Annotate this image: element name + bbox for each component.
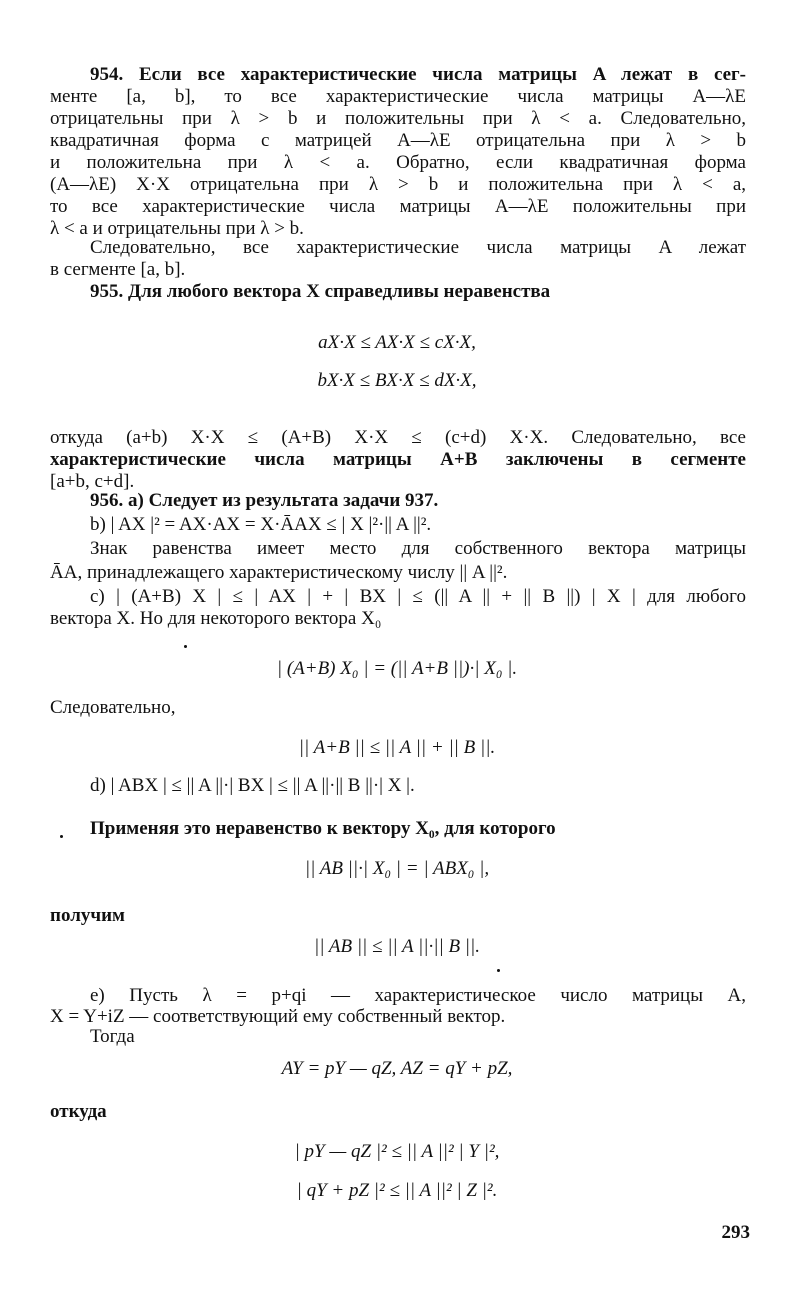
- problem-956-e-whence: откуда: [50, 1101, 107, 1122]
- problem-955-line-2: откуда (a+b) X·X ≤ (A+B) X·X ≤ (c+d) X·X. Следовательно, все: [50, 427, 746, 448]
- problem-956-d-apply: Применяя это неравенство к вектору X₀, для которого: [90, 818, 556, 839]
- problem-956-d: d) | ABX | ≤ || A ||·| BX | ≤ || A ||·|| B ||·| X |.: [90, 775, 415, 796]
- problem-956-e-line-2: X = Y+iZ — соответствующий ему собственный вектор.: [50, 1006, 506, 1027]
- problem-954-line-9: Следовательно, все характеристические числа матрицы A лежат: [90, 237, 746, 258]
- formula-956-c-1: | (A+B) X₀ | = (|| A+B ||)·| X₀ |.: [276, 658, 518, 679]
- formula-956-e-3: | qY + pZ |² ≤ || A ||² | Z |².: [296, 1180, 498, 1201]
- formula-956-e-2: | pY — qZ |² ≤ || A ||² | Y |²,: [294, 1141, 500, 1162]
- problem-956-b-note-2: ĀA, принадлежащего характеристическому числу || A ||².: [50, 562, 508, 583]
- problem-956-c-line-2: вектора X. Но для некоторого вектора X₀: [50, 608, 382, 629]
- formula-955-1: aX·X ≤ AX·X ≤ cX·X,: [318, 332, 476, 353]
- problem-956-c-line-1: c) | (A+B) X | ≤ | AX | + | BX | ≤ (|| A || + || B ||) | X | для любого: [90, 586, 746, 607]
- formula-956-e-1: AY = pY — qZ, AZ = qY + pZ,: [281, 1058, 513, 1079]
- problem-954-line-1: 954. Если все характеристические числа матрицы A лежат в сег-: [90, 64, 746, 85]
- problem-955-line-3: характеристические числа матрицы A+B заключены в сегменте: [50, 449, 746, 470]
- print-speck: [184, 645, 187, 648]
- problem-956-e-then: Тогда: [90, 1026, 135, 1047]
- formula-956-c-2: || A+B || ≤ || A || + || B ||.: [298, 737, 496, 758]
- page-number: 293: [721, 1222, 750, 1243]
- formula-955-2: bX·X ≤ BX·X ≤ dX·X,: [317, 370, 477, 391]
- problem-956-c-therefore: Следовательно,: [50, 697, 176, 718]
- problem-954-line-8: λ < a и отрицательны при λ > b.: [50, 218, 304, 239]
- problem-954-line-10: в сегменте [a, b].: [50, 259, 186, 280]
- problem-954-line-5: и положительна при λ < a. Обратно, если квадратичная форма: [50, 152, 746, 173]
- problem-955-line-1: 955. Для любого вектора X справедливы неравенства: [90, 281, 551, 302]
- problem-956-b: b) | AX |² = AX·AX = X·ĀAX ≤ | X |²·|| A ||².: [90, 514, 432, 535]
- problem-954-line-7: то все характеристические числа матрицы A—λE положительны при: [50, 196, 746, 217]
- problem-954-line-2: менте [a, b], то все характеристические числа матрицы A—λE: [50, 86, 746, 107]
- problem-955-line-4: [a+b, c+d].: [50, 471, 135, 492]
- problem-956-d-obtain: получим: [50, 905, 125, 926]
- formula-956-d-2: || AB || ≤ || A ||·|| B ||.: [314, 936, 480, 957]
- problem-956-b-note-1: Знак равенства имеет место для собственного вектора матрицы: [90, 538, 746, 559]
- formula-956-d-1: || AB ||·| X₀ | = | ABX₀ |,: [304, 858, 490, 879]
- problem-954-line-4: квадратичная форма с матрицей A—λE отрицательна при λ > b: [50, 130, 746, 151]
- print-speck: [497, 969, 500, 972]
- problem-954-line-6: (A—λE) X·X отрицательна при λ > b и положительна при λ < a,: [50, 174, 746, 195]
- print-speck: [60, 835, 63, 838]
- problem-954-line-3: отрицательны при λ > b и положительны при λ < a. Следовательно,: [50, 108, 746, 129]
- problem-956-e-line-1: e) Пусть λ = p+qi — характеристическое число матрицы A,: [90, 985, 746, 1006]
- problem-956-a: 956. a) Следует из результата задачи 937.: [90, 490, 439, 511]
